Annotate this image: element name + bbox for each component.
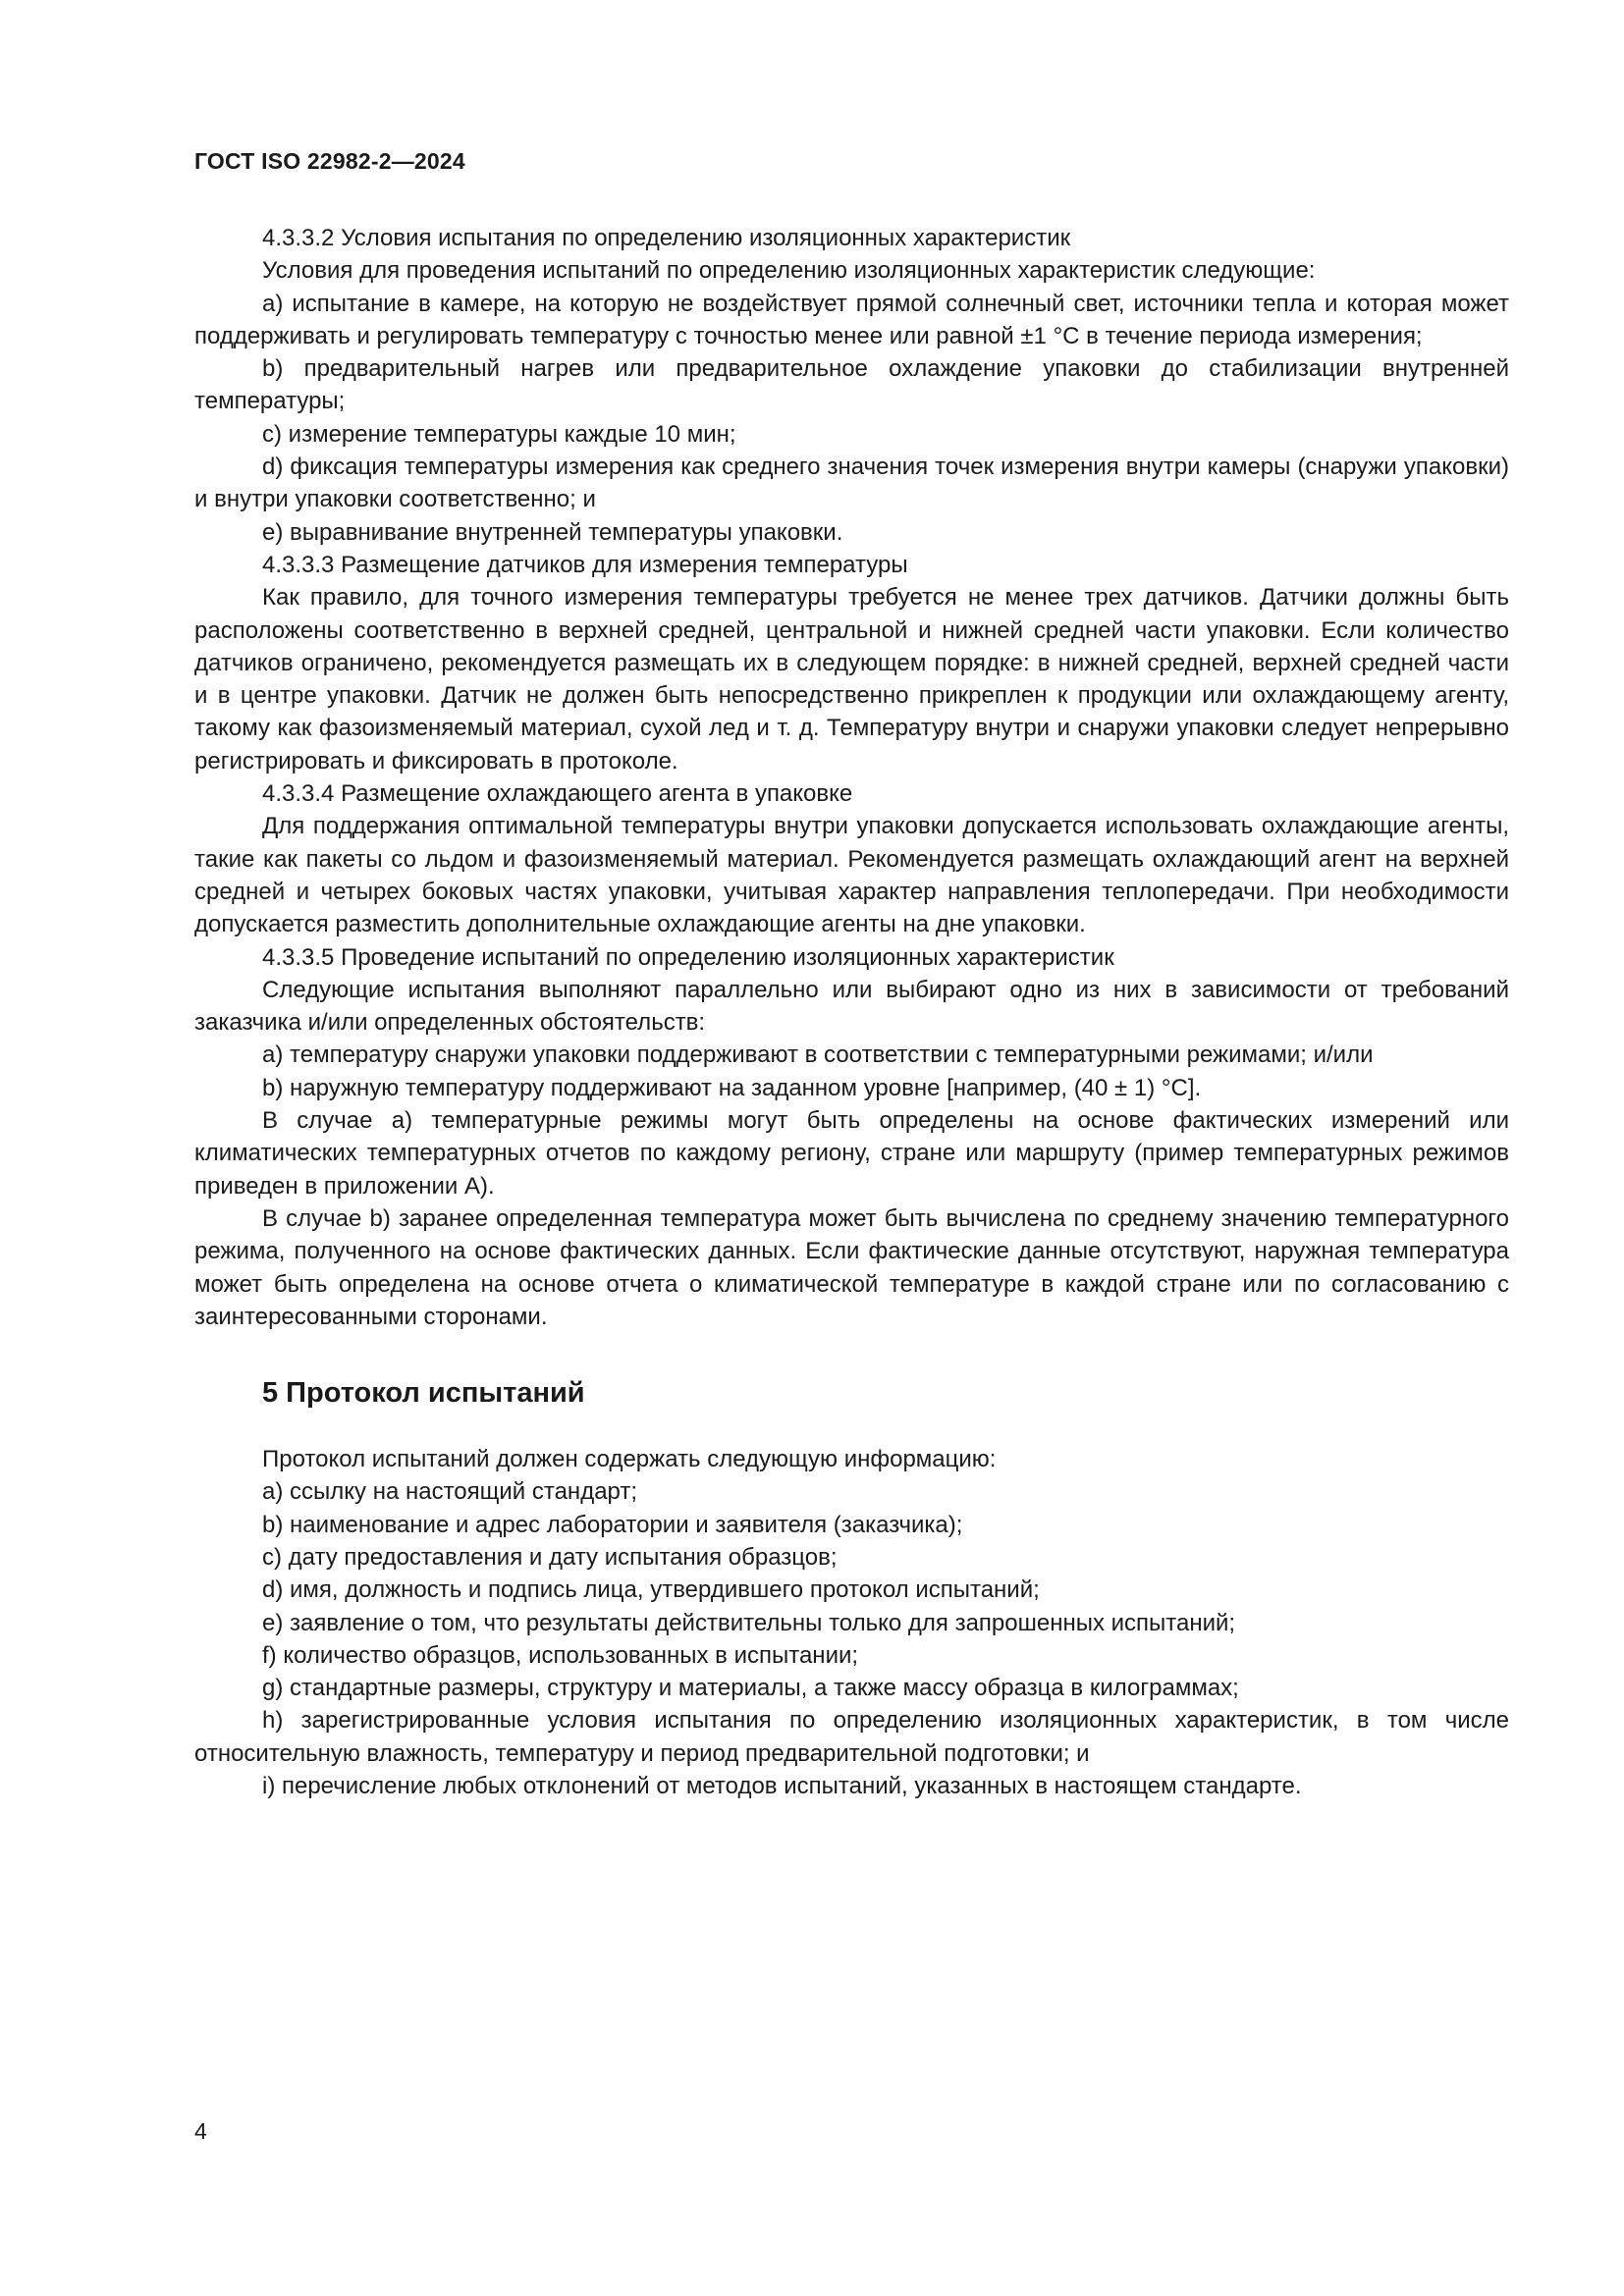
list-item: b) предварительный нагрев или предварительное охлаждение упаковки до стабилизации внутренней температуры; xyxy=(194,355,1509,415)
list-item: c) дату предоставления и дату испытания образцов; xyxy=(262,1543,838,1571)
clause-heading: 4.3.3.5 Проведение испытаний по определению изоляционных характеристик xyxy=(262,943,1114,971)
clause-heading: 4.3.3.4 Размещение охлаждающего агента в упаковке xyxy=(262,780,853,808)
clause-heading: 4.3.3.3 Размещение датчиков для измерения температуры xyxy=(262,551,908,578)
list-item: а) испытание в камере, на которую не воздействует прямой солнечный свет, источники тепла и которая может поддерживать и регулировать температуру с точностью менее или равной ±1 °С в течение периода измерения; xyxy=(194,290,1509,349)
document-body xyxy=(194,222,1509,1802)
list-item: c) измерение температуры каждые 10 мин; xyxy=(262,420,736,448)
clause-heading: 4.3.3.2 Условия испытания по определению изоляционных характеристик xyxy=(262,225,1071,251)
list-item: e) выравнивание внутренней температуры упаковки. xyxy=(262,518,843,546)
list-item: d) имя, должность и подпись лица, утвердившего протокол испытаний; xyxy=(262,1576,1040,1604)
paragraph: Как правило, для точного измерения температуры требуется не менее трех датчиков. Датчики должны быть расположены соответственно в верхней средней, центральной и нижней средней части упаковки. Если количество датчиков ограничено, рекомендуется размещать их в следующем порядке: в нижней средней, верхней средней части и в центре упаковки. Датчик не должен быть непосредственно прикреплен к продукции или охлаждающему агенту, такому как фазоизменяемый материал, сухой лед и т. д. Температуру внутри и снаружи упаковки следует непрерывно регистрировать и фиксировать в протоколе. xyxy=(194,584,1509,774)
page-number: 4 xyxy=(194,2118,207,2144)
list-item: g) стандартные размеры, структуру и материалы, а также массу образца в килограммах; xyxy=(262,1675,1239,1702)
paragraph: Следующие испытания выполняют параллельно или выбирают одно из них в зависимости от требований заказчика и/или определенных обстоятельств: xyxy=(194,976,1509,1037)
paragraph: Протокол испытаний должен содержать следующую информацию: xyxy=(262,1446,997,1473)
list-item: b) наружную температуру поддерживают на заданном уровне [например, (40 ± 1) °С]. xyxy=(262,1074,1202,1101)
list-item: a) температуру снаружи упаковки поддерживают в соответствии с температурными режимами; и/или xyxy=(262,1041,1374,1069)
list-item: i) перечисление любых отклонений от методов испытаний, указанных в настоящем стандарте. xyxy=(262,1773,1302,1800)
list-item: h) зарегистрированные условия испытания по определению изоляционных характеристик, в том числе относительную влажность, температуру и период предварительной подготовки; и xyxy=(194,1707,1509,1767)
list-item: a) ссылку на настоящий стандарт; xyxy=(262,1478,638,1506)
section-title: 5 Протокол испытаний xyxy=(262,1377,585,1410)
list-item: b) наименование и адрес лаборатории и заявителя (заказчика); xyxy=(262,1511,963,1538)
paragraph: Для поддержания оптимальной температуры внутри упаковки допускается использовать охлаждающие агенты, такие как пакеты со льдом и фазоизменяемый материал. Рекомендуется размещать охлаждающий агент на верхней средней и четырех боковых частях упаковки, учитывая характер направления теплопередачи. При необходимости допускается разместить дополнительные охлаждающие агенты на дне упаковки. xyxy=(194,813,1509,938)
list-item: e) заявление о том, что результаты действительны только для запрошенных испытаний; xyxy=(262,1609,1236,1636)
document-header: ГОСТ ISO 22982-2—2024 xyxy=(194,148,465,174)
paragraph: Условия для проведения испытаний по определению изоляционных характеристик следующие: xyxy=(262,257,1316,285)
list-item: f) количество образцов, использованных в испытании; xyxy=(262,1641,859,1669)
list-item: d) фиксация температуры измерения как среднего значения точек измерения внутри камеры (снаружи упаковки) и внутри упаковки соответственно; и xyxy=(194,454,1509,513)
paragraph: В случае a) температурные режимы могут быть определены на основе фактических измерений или климатических температурных отчетов по каждому региону, стране или маршруту (пример температурных режимов приведен в приложении А). xyxy=(194,1107,1509,1200)
paragraph: В случае b) заранее определенная температура может быть вычислена по среднему значению температурного режима, полученного на основе фактических данных. Если фактические данные отсутствуют, наружная температура может быть определена на основе отчета о климатической температуре в каждой стране или по согласованию с заинтересованными сторонами. xyxy=(194,1204,1509,1330)
